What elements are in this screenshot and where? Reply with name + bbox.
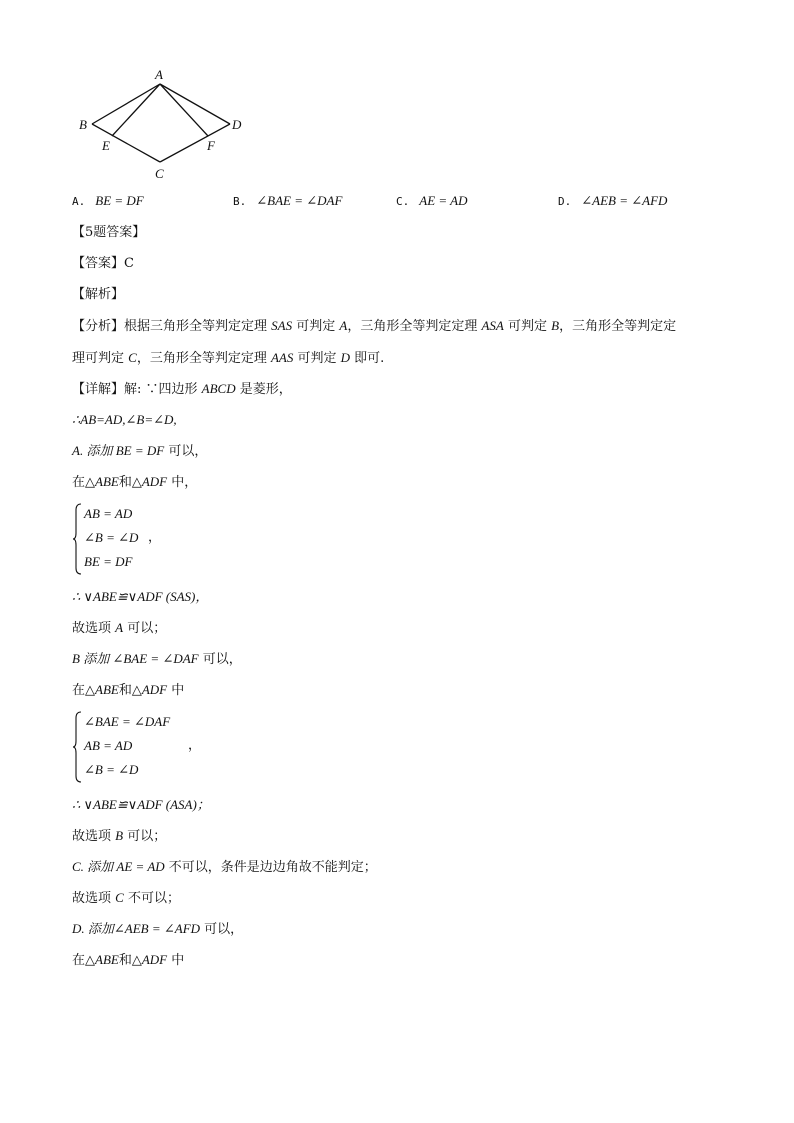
- edge-DC: [160, 124, 230, 162]
- edge-AB: [92, 84, 160, 124]
- label-E: E: [102, 138, 110, 153]
- left-brace: [72, 710, 82, 784]
- system-row: AB = AD: [84, 738, 133, 753]
- step-11: [72, 889, 180, 908]
- analysis-text: 根据三角形全等判定定理: [124, 319, 272, 334]
- analysis-math: AAS: [270, 350, 294, 365]
- step-math: ∠AEB = ∠AFD: [113, 921, 201, 936]
- answer-line: [72, 255, 134, 273]
- step-math: A: [115, 620, 124, 635]
- analysis-text: ，三角形全等判定定理: [347, 319, 482, 334]
- step-text: 可以，: [198, 652, 242, 667]
- left-brace: [72, 502, 82, 576]
- analysis-math: B: [551, 318, 560, 333]
- segment-AF: [160, 84, 208, 136]
- option-expr: ∠AEB = ∠AFD: [581, 193, 668, 208]
- option-d: [558, 193, 667, 209]
- rhombus-figure: [74, 66, 254, 186]
- step-math: △ABE: [85, 474, 119, 489]
- option-letter: C.: [396, 195, 410, 208]
- analysis-text: ，三角形全等判定定: [559, 319, 677, 334]
- step-math: △ADF: [131, 474, 168, 489]
- analysis-math: A: [339, 318, 348, 333]
- step-13: [72, 951, 184, 970]
- step-math: △ABE: [85, 952, 119, 967]
- step-math: △ABE: [85, 682, 119, 697]
- step-text: D. 添加: [72, 921, 114, 936]
- step-7: [72, 681, 184, 700]
- edge-AD: [160, 84, 230, 124]
- system-trailing-comma: ，: [148, 530, 162, 545]
- label-C: C: [155, 166, 164, 181]
- option-letter: A.: [72, 195, 86, 208]
- analysis-text: 即可.: [350, 351, 385, 366]
- option-expr: BE = DF: [95, 193, 144, 208]
- step-text: 和: [118, 953, 132, 968]
- analysis-line-1: [72, 317, 676, 336]
- step-text: 中: [167, 683, 185, 698]
- analysis-text: 可判定: [292, 319, 340, 334]
- option-letter: B.: [233, 195, 247, 208]
- step-math: B: [115, 828, 124, 843]
- analysis-heading: 【解析】: [72, 287, 125, 302]
- step-text: 可以，: [200, 922, 244, 937]
- step-2: [72, 442, 207, 461]
- step-9: [72, 827, 166, 846]
- step-text: 不可以；: [123, 891, 180, 906]
- step-math: BE = DF: [115, 443, 165, 458]
- step-text: C. 添加: [72, 859, 117, 874]
- label-D: D: [232, 117, 242, 132]
- step-8: ∴ ∨ABE≌∨ADF (ASA)；: [72, 797, 210, 812]
- option-b: [233, 193, 342, 209]
- step-math: △ADF: [131, 682, 168, 697]
- detail-line: [72, 380, 292, 399]
- option-letter: D.: [558, 195, 572, 208]
- analysis-text: 可判定: [293, 351, 341, 366]
- step-10: [72, 858, 377, 877]
- step-6: [72, 650, 242, 669]
- step-text: A. 添加: [72, 443, 116, 458]
- system-trailing-comma: ，: [188, 738, 202, 753]
- label-B: B: [79, 117, 87, 132]
- analysis-line-2: [72, 349, 384, 368]
- option-a: [72, 193, 144, 209]
- option-expr: AE = AD: [419, 193, 468, 208]
- system-row: ∠B = ∠D: [84, 530, 139, 545]
- label-F: F: [207, 138, 215, 153]
- step-text: 不可以，条件是边边角故不能判定；: [164, 860, 377, 875]
- step-math: ∠BAE = ∠DAF: [112, 651, 199, 666]
- analysis-math: D: [340, 350, 350, 365]
- answer-prefix: 【答案】: [72, 256, 125, 271]
- system-row: BE = DF: [84, 554, 133, 569]
- detail-text: 解: ∵四边形: [124, 382, 202, 397]
- step-math: C: [115, 890, 124, 905]
- step-text: 故选项: [72, 829, 116, 844]
- step-text: 在: [72, 953, 86, 968]
- step-text: 中，: [167, 475, 198, 490]
- step-3: [72, 473, 197, 492]
- analysis-text: ，三角形全等判定定理: [136, 351, 271, 366]
- detail-math: ABCD: [201, 381, 236, 396]
- equation-system-2: [72, 710, 212, 784]
- step-1: ∴AB=AD,∠B=∠D,: [72, 412, 177, 427]
- step-text: 可以，: [164, 444, 208, 459]
- analysis-text: 理可判定: [72, 351, 129, 366]
- step-text: 可以；: [123, 621, 167, 636]
- answer-value: C: [124, 256, 134, 271]
- step-5: [72, 619, 166, 638]
- system-row: AB = AD: [84, 506, 133, 521]
- step-math: AE = AD: [116, 859, 165, 874]
- system-row: ∠B = ∠D: [84, 762, 139, 777]
- equation-system-1: [72, 502, 192, 576]
- detail-prefix: 【详解】: [72, 382, 125, 397]
- option-c: [396, 193, 468, 209]
- step-text: 在: [72, 683, 86, 698]
- step-text: 中: [167, 953, 185, 968]
- label-A: A: [155, 67, 163, 82]
- step-text: 故选项: [72, 891, 116, 906]
- step-text: 可以；: [123, 829, 167, 844]
- segment-AE: [112, 84, 160, 136]
- analysis-math: ASA: [481, 318, 504, 333]
- analysis-text: 可判定: [503, 319, 552, 334]
- answer-heading: 【5题答案】: [72, 225, 146, 240]
- step-text: B 添加: [72, 651, 113, 666]
- analysis-math: C: [128, 350, 137, 365]
- step-4: ∴ ∨ABE≌∨ADF (SAS)，: [72, 589, 209, 604]
- step-text: 故选项: [72, 621, 116, 636]
- step-12: [72, 920, 243, 939]
- option-expr: ∠BAE = ∠DAF: [256, 193, 343, 208]
- step-text: 和: [118, 683, 132, 698]
- step-math: △ADF: [131, 952, 168, 967]
- analysis-prefix: 【分析】: [72, 319, 125, 334]
- step-text: 在: [72, 475, 86, 490]
- system-row: ∠BAE = ∠DAF: [84, 714, 171, 729]
- step-text: 和: [118, 475, 132, 490]
- analysis-math: SAS: [271, 318, 293, 333]
- detail-text: 是菱形，: [235, 382, 292, 397]
